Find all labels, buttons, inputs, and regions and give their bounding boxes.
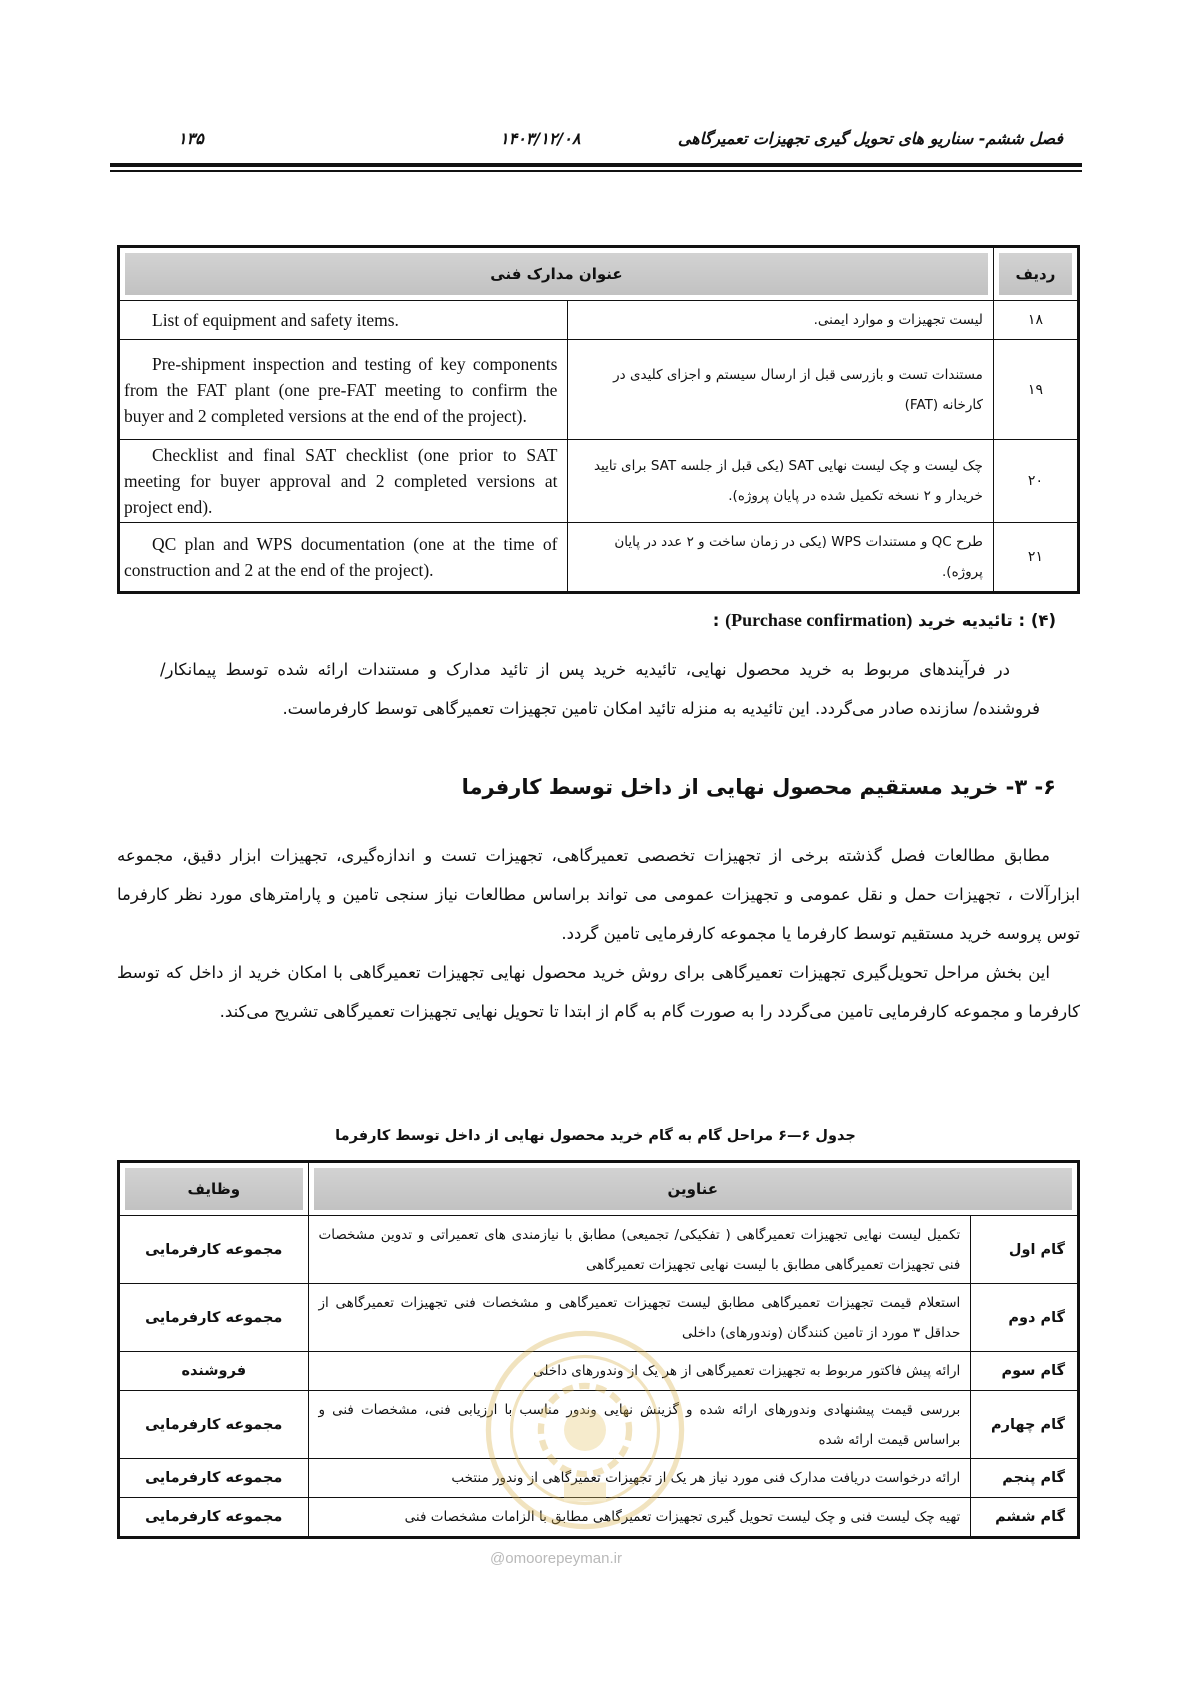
table-header-row <box>119 247 1079 301</box>
step-description: تهیه چک لیست فنی و چک لیست تحویل گیری تجهیزات تعمیرگاهی مطابق با الزامات مشخصات فنی <box>308 1498 971 1538</box>
chapter-title: فصل ششم- سناریو های تحویل گیری تجهیزات تعمیرگاهی <box>677 129 1063 148</box>
step-description: ارائه پیش فاکتور مربوط به تجهیزات تعمیرگاهی از هر یک از وندورهای داخلی <box>308 1352 971 1391</box>
row-number: ۱۸ <box>993 301 1078 340</box>
header-rule-thick <box>110 163 1082 167</box>
table-row <box>119 301 1079 340</box>
step-label: گام دوم <box>971 1284 1079 1352</box>
step-responsible: مجموعه کارفرمایی <box>119 1284 309 1352</box>
row-persian: لیست تجهیزات و موارد ایمنی. <box>568 301 993 340</box>
step-label: گام سوم <box>971 1352 1079 1391</box>
watermark-url: @omoorepeyman.ir <box>490 1550 622 1567</box>
row-number: ۱۹ <box>993 340 1078 440</box>
row-english: List of equipment and safety items. <box>119 301 568 340</box>
row-english: Pre-shipment inspection and testing of key components from the FAT plant (one pre-FAT meeting to confirm the buyer and 2 completed versions at the end of the project). <box>119 340 568 440</box>
step-responsible: مجموعه کارفرمایی <box>119 1216 309 1284</box>
step-description: ارائه درخواست دریافت مدارک فنی مورد نیاز هر یک از تجهیزات تعمیرگاهی از وندور منتخب <box>308 1459 971 1498</box>
paragraph: مطابق مطالعات فصل گذشته برخی از تجهیزات تخصصی تعمیرگاهی، تجهیزات تست و اندازه‌گیری، تجهیزات ابزار دقیق، مجموعه ابزارآلات ، تجهیزات حمل و نقل عمومی و تجهیزات عمومی می تواند براساس مطالعات نیاز سنجی تامین و پارامترهای مورد نظر کارفرما توس پروسه خرید مستقیم توسط کارفرما یا مجموعه کارفرمایی تامین گردد. <box>117 846 1080 943</box>
row-number: ۲۱ <box>993 523 1078 593</box>
table-row <box>119 440 1079 523</box>
step-description: بررسی قیمت پیشنهادی وندورهای ارائه شده و گزینش نهایی وندور مناسب با ارزیابی فنی، مشخصات فنی و براساس قیمت ارائه شده <box>308 1391 971 1459</box>
step-responsible: مجموعه کارفرمایی <box>119 1391 309 1459</box>
step-responsible: مجموعه کارفرمایی <box>119 1459 309 1498</box>
table-row <box>119 523 1079 593</box>
table-row <box>119 1216 1079 1284</box>
watermark-seal-icon <box>480 1325 690 1535</box>
table-header-row <box>119 1162 1079 1216</box>
section-heading: ۶- ۳- خرید مستقیم محصول نهایی از داخل توسط کارفرما <box>461 775 1056 799</box>
step-label: گام اول <box>971 1216 1079 1284</box>
section-body <box>117 836 1080 1031</box>
column-duties-header: وظایف <box>119 1162 309 1216</box>
header-rule-thin <box>110 170 1082 172</box>
column-row-header: ردیف <box>993 247 1078 301</box>
header-date: ۱۴۰۳/۱۲/۰۸ <box>500 129 581 148</box>
column-title-header: عنوان مدارک فنی <box>119 247 994 301</box>
row-persian: طرح QC و مستندات WPS (یکی در زمان ساخت و ۲ عدد در پایان پروژه). <box>568 523 993 593</box>
column-titles-header: عناوین <box>308 1162 1078 1216</box>
row-persian: چک لیست و چک لیست نهایی SAT (یکی قبل از جلسه SAT برای تایید خریدار و ۲ نسخه تکمیل شده در پایان پروژه). <box>568 440 993 523</box>
purchase-confirmation-paragraph: در فرآیندهای مربوط به خرید محصول نهایی، تائیدیه خرید پس از تائید مدارک و مستندات ارائه شده توسط پیمانکار/ فروشنده/ سازنده صادر می‌گردد. این تائیدیه به منزله تائید امکان تامین تجهیزات تعمیرگاهی توسط کارفرماست. <box>160 660 1040 718</box>
step-description: استعلام قیمت تجهیزات تعمیرگاهی مطابق لیست تجهیزات تعمیرگاهی و مشخصات فنی تجهیزات تعمیرگاهی از حداقل ۳ مورد از تامین کنندگان (وندورهای) داخلی <box>308 1284 971 1352</box>
row-number: ۲۰ <box>993 440 1078 523</box>
table-row <box>119 340 1079 440</box>
purchase-confirmation-heading: (۴) : تائیدیه خرید (Purchase confirmation) : <box>712 610 1056 630</box>
step-responsible: مجموعه کارفرمایی <box>119 1498 309 1538</box>
page-number: ۱۳۵ <box>178 129 204 148</box>
technical-documents-table <box>117 245 1080 594</box>
paragraph: این بخش مراحل تحویل‌گیری تجهیزات تعمیرگاهی برای روش خرید محصول نهایی تجهیزات تعمیرگاهی با امکان خرید از داخل که توسط کارفرما و مجموعه کارفرمایی تامین می‌گردد را به صورت گام به گام از ابتدا تا تحویل نهایی تجهیزات تعمیرگاهی تشریح می‌کند. <box>117 963 1080 1021</box>
row-persian: مستندات تست و بازرسی قبل از ارسال سیستم و اجزای کلیدی در کارخانه (FAT) <box>568 340 993 440</box>
step-description: تکمیل لیست نهایی تجهیزات تعمیرگاهی ( تفکیکی/ تجمیعی) مطابق با نیازمندی های تعمیراتی و تدوین مشخصات فنی تجهیزات تعمیرگاهی مطابق با لیست نهایی تجهیزات تعمیرگاهی <box>308 1216 971 1284</box>
step-label: گام پنجم <box>971 1459 1079 1498</box>
step-responsible: فروشنده <box>119 1352 309 1391</box>
row-english: QC plan and WPS documentation (one at the time of construction and 2 at the end of the project). <box>119 523 568 593</box>
step-label: گام چهارم <box>971 1391 1079 1459</box>
table-caption: جدول ۶—۶ مراحل گام به گام خرید محصول نهایی از داخل توسط کارفرما <box>335 1128 856 1144</box>
row-english: Checklist and final SAT checklist (one prior to SAT meeting for buyer approval and 2 completed versions at project end). <box>119 440 568 523</box>
step-label: گام ششم <box>971 1498 1079 1538</box>
